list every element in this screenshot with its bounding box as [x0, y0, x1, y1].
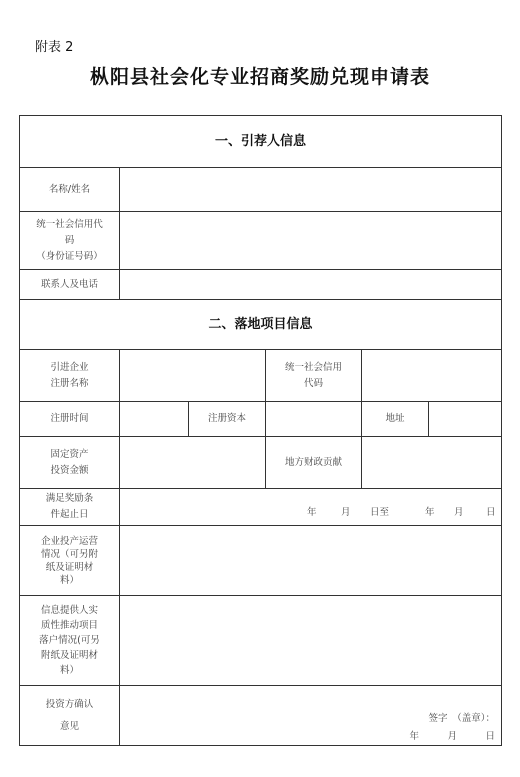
- fixed-asset-label-line1: 固定资产: [50, 448, 89, 460]
- operation-status-line2: 情况（可另附: [40, 548, 98, 560]
- company-credit-label: [266, 350, 362, 402]
- fixed-asset-field[interactable]: [120, 437, 266, 489]
- form-title: 枞阳县社会化专业招商奖励兑现申请表: [89, 66, 430, 88]
- operation-status-line4: 料）: [59, 574, 79, 586]
- address-field[interactable]: [429, 402, 502, 437]
- credit-code-label-line3: （身份证号码）: [36, 250, 103, 262]
- company-name-label-line2: 注册名称: [50, 377, 89, 389]
- company-credit-label-line2: 代码: [303, 377, 323, 389]
- contact-label: 联系人及电话: [20, 270, 120, 300]
- operation-status-label: [20, 526, 120, 596]
- date-day-2: 日: [486, 507, 496, 518]
- info-provider-field[interactable]: [120, 596, 502, 686]
- contact-field[interactable]: [120, 270, 502, 300]
- reg-time-label: 注册时间: [20, 402, 120, 437]
- name-label: 名称/姓名: [20, 168, 120, 212]
- fixed-asset-label: [20, 437, 120, 489]
- reg-capital-field[interactable]: [266, 402, 362, 437]
- section-project-title: 二、落地项目信息: [20, 300, 502, 350]
- fiscal-label: 地方财政贡献: [266, 437, 362, 489]
- info-provider-line5: 料）: [59, 665, 79, 676]
- credit-code-label-line2: 码: [64, 234, 75, 246]
- date-month-2: 月: [454, 507, 464, 518]
- application-form: [19, 115, 502, 746]
- name-field[interactable]: [120, 168, 502, 212]
- investor-opinion-line1: 投资方确认: [45, 698, 94, 710]
- info-provider-line2: 质性推动项目: [40, 620, 98, 631]
- company-credit-field[interactable]: [362, 350, 502, 402]
- company-name-field[interactable]: [120, 350, 266, 402]
- credit-code-label-line1: 统一社会信用代: [36, 218, 103, 230]
- signature-label: 签字 （盖章）：: [428, 713, 496, 724]
- reward-period-field[interactable]: [120, 489, 502, 526]
- info-provider-line1: 信息提供人实: [40, 605, 98, 616]
- address-label: 地址: [362, 402, 429, 437]
- reg-time-field[interactable]: [120, 402, 189, 437]
- date-year-2: 年: [425, 507, 435, 518]
- date-month-1: 月: [341, 507, 351, 518]
- operation-status-field[interactable]: [120, 526, 502, 596]
- company-credit-label-line1: 统一社会信用: [284, 361, 342, 373]
- credit-code-field[interactable]: [120, 212, 502, 270]
- date-day-to: 日至: [370, 507, 390, 518]
- company-name-label: [20, 350, 120, 402]
- company-name-label-line1: 引进企业: [50, 361, 89, 373]
- section-referrer-title: 一、引荐人信息: [20, 116, 502, 168]
- reward-period-label-line2: 件起止日: [50, 509, 89, 520]
- date-year-1: 年: [307, 507, 317, 518]
- investor-opinion-label: [20, 686, 120, 746]
- reg-capital-label: 注册资本: [189, 402, 266, 437]
- credit-code-label: [20, 212, 120, 270]
- signature-date: 年 月 日: [409, 731, 496, 742]
- info-provider-line4: 附纸及证明材: [40, 650, 98, 661]
- fixed-asset-label-line2: 投资金额: [50, 464, 89, 476]
- fiscal-field[interactable]: [362, 437, 502, 489]
- operation-status-line3: 纸及证明材: [45, 561, 94, 573]
- attachment-label: 附表 2: [35, 40, 74, 55]
- reward-period-label-line1: 满足奖励条: [45, 493, 94, 504]
- operation-status-line1: 企业投产运营: [40, 535, 98, 547]
- reward-period-label: [20, 489, 120, 526]
- info-provider-line3: 落户情况(可另: [39, 635, 100, 646]
- investor-opinion-line2: 意见: [59, 720, 79, 732]
- investor-opinion-field[interactable]: [120, 686, 502, 746]
- info-provider-label: [20, 596, 120, 686]
